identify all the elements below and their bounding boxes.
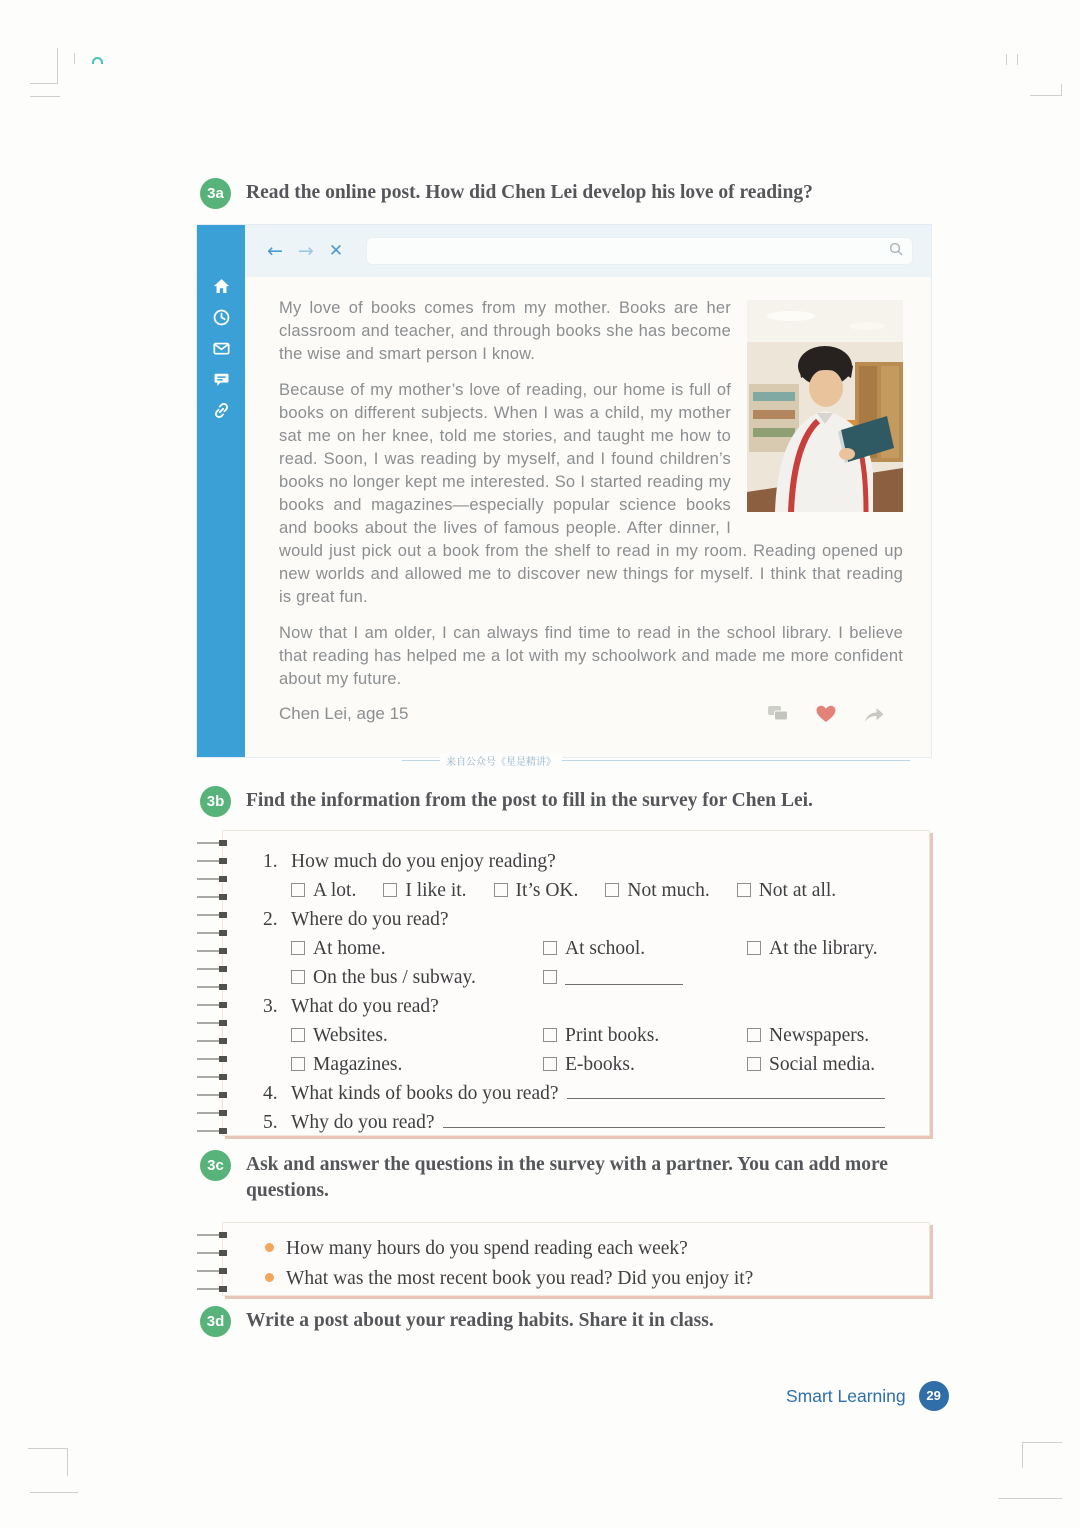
q5-answer-blank[interactable] bbox=[443, 1108, 886, 1128]
page-footer bbox=[786, 1381, 949, 1411]
option-label: On the bus / subway. bbox=[313, 967, 476, 988]
checkbox[interactable] bbox=[543, 1028, 557, 1042]
checkbox[interactable] bbox=[747, 1057, 761, 1071]
survey-q4 bbox=[263, 1079, 885, 1108]
mail-icon[interactable] bbox=[212, 339, 231, 358]
checkbox[interactable] bbox=[291, 1057, 305, 1071]
survey-q3 bbox=[263, 992, 885, 1021]
discussion-body bbox=[223, 1223, 929, 1294]
option-label: At school. bbox=[565, 938, 646, 959]
option-label: Websites. bbox=[313, 1025, 388, 1046]
spiral-binding-discussion bbox=[197, 1228, 227, 1292]
checkbox[interactable] bbox=[747, 1028, 761, 1042]
post-paragraph-1: My love of books comes from my mother. Books are her classroom and teacher, and through books she has become the wise and smart person I know. bbox=[279, 299, 731, 363]
history-icon[interactable] bbox=[212, 308, 231, 327]
option-label: A lot. bbox=[313, 880, 357, 901]
q2-options-row1 bbox=[263, 934, 885, 963]
cropmark-top-left-2 bbox=[30, 96, 60, 97]
section-3b bbox=[200, 786, 932, 817]
option-at-the-library[interactable] bbox=[747, 934, 885, 963]
survey-q1 bbox=[263, 847, 885, 876]
footer-brand: Smart Learning bbox=[786, 1385, 906, 1406]
post-content bbox=[245, 277, 931, 757]
option-print-books[interactable] bbox=[543, 1021, 747, 1050]
section-3a bbox=[200, 178, 932, 209]
cropmark-top-right bbox=[1030, 84, 1062, 96]
checkbox[interactable] bbox=[543, 1057, 557, 1071]
checkbox[interactable] bbox=[291, 970, 305, 984]
survey-body bbox=[223, 831, 929, 1137]
search-icon[interactable] bbox=[888, 241, 904, 262]
close-button[interactable]: ✕ bbox=[328, 241, 344, 261]
survey-q2 bbox=[263, 905, 885, 934]
browser-toolbar bbox=[245, 225, 931, 277]
checkbox[interactable] bbox=[543, 941, 557, 955]
option-not-much[interactable] bbox=[605, 876, 709, 905]
option-label: Not at all. bbox=[758, 880, 837, 901]
fill-in-blank[interactable] bbox=[565, 969, 683, 985]
option-magazines[interactable] bbox=[291, 1050, 543, 1079]
forward-button[interactable]: → bbox=[297, 240, 314, 262]
q1-number: 1. bbox=[263, 851, 278, 872]
option-a-lot[interactable] bbox=[291, 876, 356, 905]
q1-options bbox=[263, 876, 885, 905]
watermark-divider bbox=[402, 757, 910, 768]
post-signature-row bbox=[279, 704, 903, 724]
q2-text: Where do you read? bbox=[291, 909, 449, 930]
q5-text: Why do you read? bbox=[291, 1112, 435, 1133]
section-3c bbox=[200, 1150, 948, 1204]
cropmark-bottom-right bbox=[1022, 1442, 1062, 1468]
cropmark-top-left bbox=[30, 48, 58, 84]
watermark-text: 来自公众号《星是精讲》 bbox=[440, 753, 562, 768]
like-heart-icon[interactable] bbox=[815, 704, 837, 724]
checkbox[interactable] bbox=[605, 883, 619, 897]
home-icon[interactable] bbox=[212, 277, 231, 296]
checkbox[interactable] bbox=[543, 970, 557, 984]
q1-text: How much do you enjoy reading? bbox=[291, 851, 556, 872]
q2-number: 2. bbox=[263, 909, 278, 930]
back-button[interactable]: ← bbox=[267, 240, 283, 262]
post-paragraph-3: Now that I am older, I can always find time to read in the school library. I believe that reading has helped me a lot with my schoolwork and made me more confident about my future. bbox=[279, 624, 903, 688]
post-photo-boy-reading bbox=[747, 300, 903, 512]
option-social-media[interactable] bbox=[747, 1050, 885, 1079]
option-label: It’s OK. bbox=[515, 880, 579, 901]
checkbox[interactable] bbox=[291, 883, 305, 897]
q3-text: What do you read? bbox=[291, 996, 439, 1017]
checkbox[interactable] bbox=[383, 883, 397, 897]
section-3d-badge: 3d bbox=[200, 1306, 231, 1337]
section-3b-badge: 3b bbox=[200, 786, 231, 817]
cropmark-bottom-right-2 bbox=[998, 1498, 1062, 1499]
checkbox[interactable] bbox=[494, 883, 508, 897]
checkbox[interactable] bbox=[747, 941, 761, 955]
bullet-text: How many hours do you spend reading each week? bbox=[286, 1238, 688, 1259]
option-newspapers[interactable] bbox=[747, 1021, 885, 1050]
option-on-the-bus-subway[interactable] bbox=[291, 963, 543, 992]
section-3a-badge: 3a bbox=[200, 178, 231, 209]
option-not-at-all[interactable] bbox=[737, 876, 836, 905]
option-label: Social media. bbox=[769, 1054, 876, 1075]
checkbox[interactable] bbox=[291, 941, 305, 955]
checkbox[interactable] bbox=[291, 1028, 305, 1042]
address-bar[interactable] bbox=[366, 237, 913, 265]
share-icon[interactable] bbox=[863, 704, 885, 724]
browser-window bbox=[196, 224, 932, 758]
q4-number: 4. bbox=[263, 1083, 278, 1104]
discussion-card bbox=[222, 1222, 930, 1296]
option-its-ok[interactable] bbox=[494, 876, 579, 905]
discussion-bullet-1 bbox=[265, 1234, 899, 1264]
q3-options-row2 bbox=[263, 1050, 885, 1079]
bullet-dot bbox=[265, 1273, 274, 1282]
q4-answer-blank[interactable] bbox=[567, 1079, 885, 1099]
cropmark-top-right-tick1 bbox=[1006, 54, 1007, 65]
checkbox[interactable] bbox=[737, 883, 751, 897]
link-icon[interactable] bbox=[212, 401, 231, 420]
option-at-home[interactable] bbox=[291, 934, 543, 963]
option-label: Not much. bbox=[627, 880, 710, 901]
post-actions bbox=[767, 704, 903, 724]
option-label: At home. bbox=[313, 938, 386, 959]
section-3b-title: Find the information from the post to fill in the survey for Chen Lei. bbox=[246, 790, 813, 811]
post-paragraph-2: Because of my mother’s love of reading, our home is full of books on different subjects. When I was a child, my mother sat me on her knee, told me stories, and taught me how to read. Soon, I was reading by myself, and I found children’s books no longer kept me interested. So I started reading my books and magazines—especially popular science books and books about the lives of famous people. After dinner, I would just pick out a book from the shelf to read in my room. Reading opened up new worlds and allowed me to discover new things for myself. I think that reading is great fun. bbox=[279, 381, 903, 606]
post-signature: Chen Lei, age 15 bbox=[279, 704, 409, 723]
option-label: At the library. bbox=[769, 938, 878, 959]
section-3a-title: Read the online post. How did Chen Lei develop his love of reading? bbox=[246, 182, 813, 203]
bullet-dot bbox=[265, 1243, 274, 1252]
option-label: E-books. bbox=[565, 1054, 635, 1075]
option-label: Magazines. bbox=[313, 1054, 403, 1075]
cropmark-top-right-tick2 bbox=[1017, 54, 1018, 65]
option-websites[interactable] bbox=[291, 1021, 543, 1050]
page-number-badge: 29 bbox=[919, 1381, 949, 1411]
q3-options-row1 bbox=[263, 1021, 885, 1050]
option-label: I like it. bbox=[405, 880, 467, 901]
chat-icon[interactable] bbox=[212, 370, 231, 389]
cropmark-bottom-left-2 bbox=[30, 1492, 78, 1493]
section-3d bbox=[200, 1306, 932, 1337]
cropmark-tick bbox=[74, 53, 75, 64]
option-e-books[interactable] bbox=[543, 1050, 747, 1079]
q2-options-row2 bbox=[263, 963, 885, 992]
spiral-binding-survey bbox=[197, 836, 227, 1136]
option-at-school[interactable] bbox=[543, 934, 747, 963]
section-3c-badge: 3c bbox=[200, 1150, 231, 1181]
survey-q5 bbox=[263, 1108, 885, 1137]
survey-card bbox=[222, 830, 930, 1136]
q4-text: What kinds of books do you read? bbox=[291, 1083, 559, 1104]
option-label: Print books. bbox=[565, 1025, 660, 1046]
section-3d-title: Write a post about your reading habits. Share it in class. bbox=[246, 1310, 714, 1331]
comments-icon[interactable] bbox=[767, 704, 789, 724]
bullet-text: What was the most recent book you read? Did you enjoy it? bbox=[286, 1268, 754, 1289]
browser-sidebar bbox=[197, 225, 245, 757]
option-other-blank[interactable] bbox=[543, 963, 747, 992]
option-label: Newspapers. bbox=[769, 1025, 870, 1046]
q3-number: 3. bbox=[263, 996, 278, 1017]
discussion-bullet-2 bbox=[265, 1264, 899, 1294]
option-i-like-it[interactable] bbox=[383, 876, 466, 905]
section-3c-title: Ask and answer the questions in the survey with a partner. You can add more questions. bbox=[246, 1154, 888, 1201]
cropmark-bottom-left bbox=[28, 1448, 68, 1476]
q5-number: 5. bbox=[263, 1112, 278, 1133]
teal-mark bbox=[92, 57, 103, 64]
